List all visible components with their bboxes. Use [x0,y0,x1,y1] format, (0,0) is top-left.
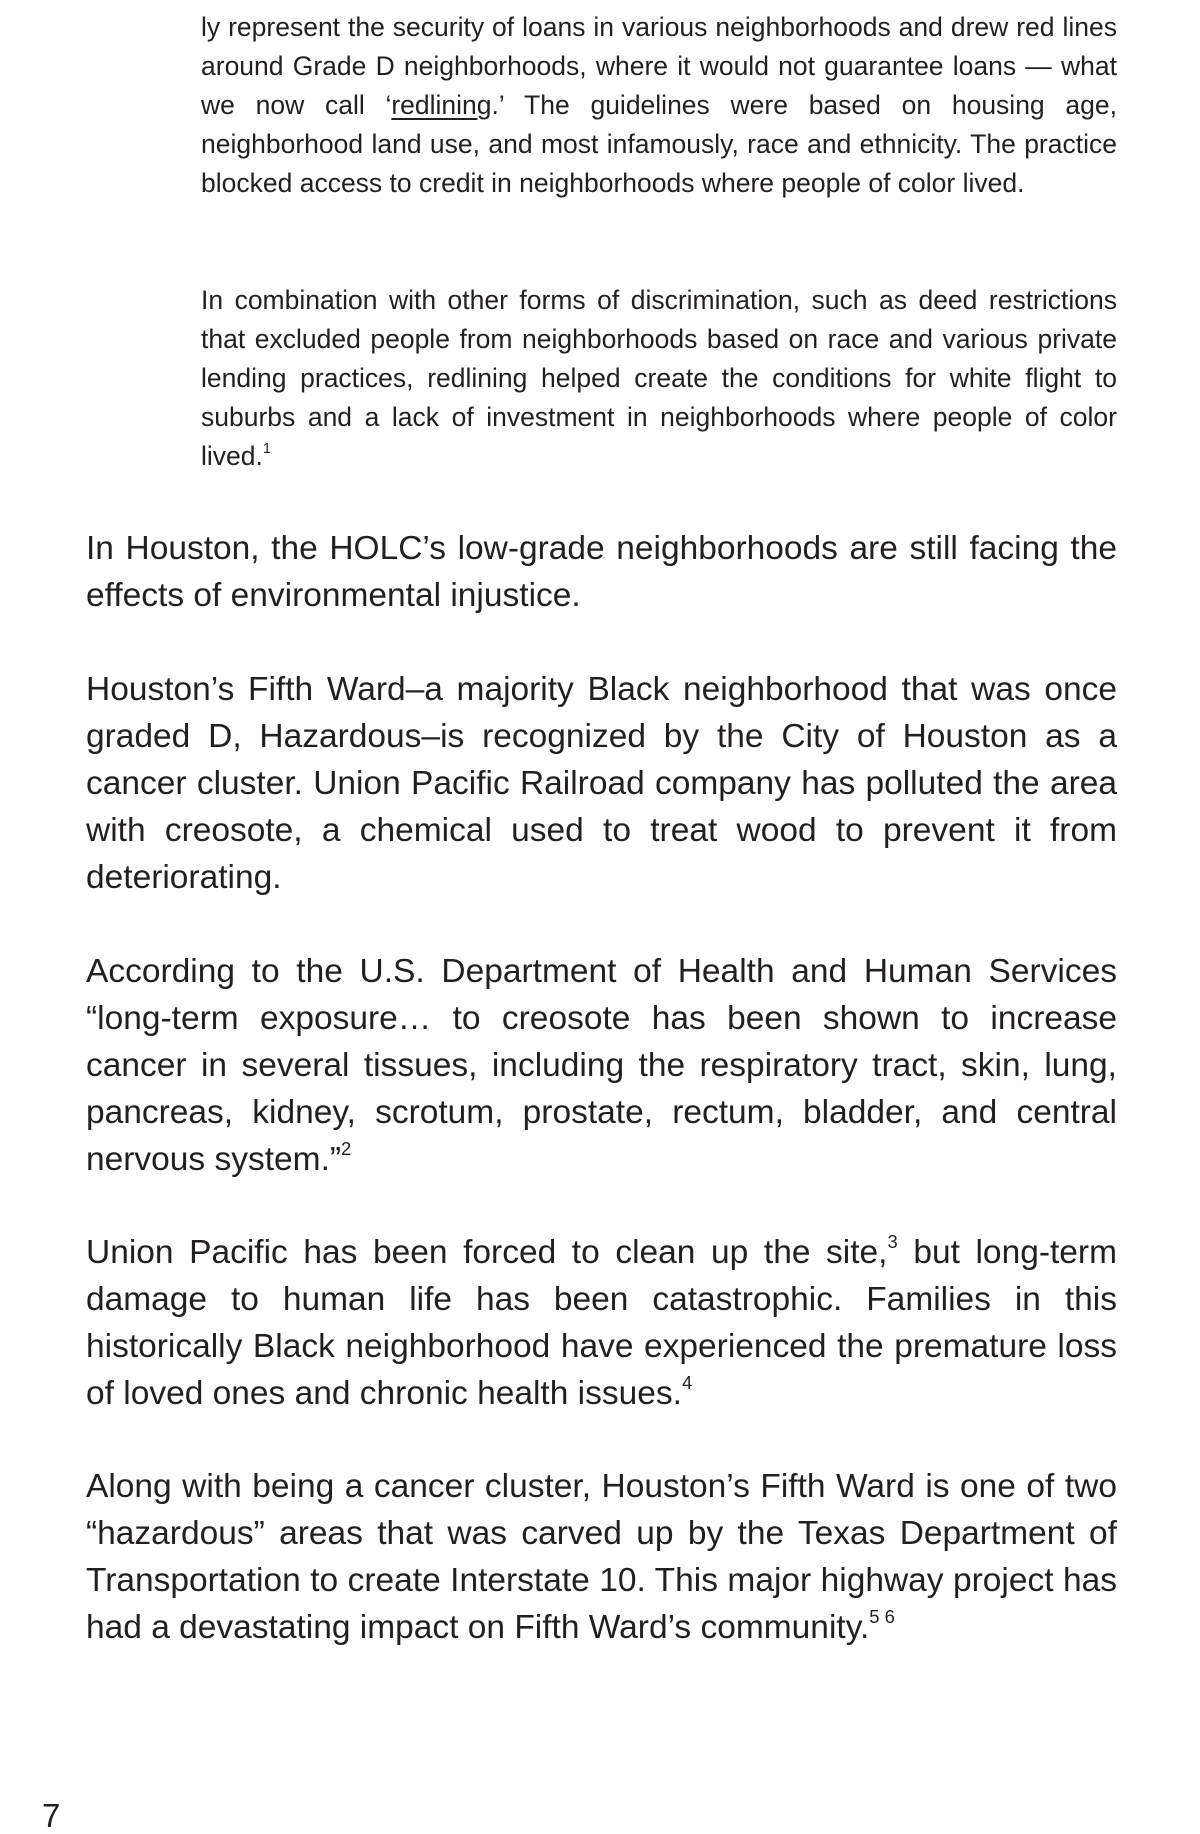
footnote-ref[interactable]: 3 [887,1231,898,1253]
body-paragraph-creosote [86,948,1117,1183]
page-number: 7 [42,1797,61,1834]
quote-text: In combination with other forms of discrimination, such as deed restrictions that excluded people from neighborhoods based on race and various private lending practices, redlining helped create the conditions for white flight to suburbs and a lack of investment in neighborhoods where people of color lived. [201,285,1117,471]
body-text: Along with being a cancer cluster, Houston’s Fifth Ward is one of two “hazardous” areas that was carved up by the Texas Department of Transportation to create Interstate 10. This major highway project has had a devastating impact on Fifth Ward’s community. [86,1468,1117,1646]
body-text: In Houston, the HOLC’s low-grade neighborhoods are still facing the effects of environmental injustice. [86,530,1117,614]
quote-paragraph-discrimination [201,281,1117,476]
body-text: but long-term damage to human life has been catastrophic. Families in this historically Black neighborhood have experienced the premature loss of loved ones and chronic health issues. [86,1234,1117,1412]
footnote-ref[interactable]: 4 [681,1372,693,1394]
body-paragraph-union-pacific [86,1229,1117,1417]
quote-text: .’ The guidelines were based on housing age, neighborhood land use, and most infamously, race and ethnicity. The practice blocked access to credit in neighborhoods where people of color lived. [201,90,1117,198]
body-text: Houston’s Fifth Ward–a majority Black neighborhood that was once graded D, Hazardous–is recognized by the City of Houston as a cancer cluster. Union Pacific Railroad company has polluted the area with creosote, a chemical used to treat wood to prevent it from deteriorating. [86,671,1117,896]
body-paragraph-fifth-ward [86,666,1117,901]
body-text: Union Pacific has been forced to clean up the site, [86,1234,888,1271]
body-paragraph-houston [86,525,1117,619]
body-paragraph-interstate [86,1463,1117,1651]
body-text: According to the U.S. Department of Health and Human Services “long-term exposure… to creosote has been shown to increase cancer in several tissues, including the respiratory tract, skin, lung, pancreas, kidney, scrotum, prostate, rectum, bladder, and central nervous system.” [86,953,1117,1178]
quote-text: ly represent the security of loans in various neighborhoods and drew red lines around Grade D neighborhoods, where it would not guarantee loans — what we now call ‘ [201,12,1117,120]
redlining-link[interactable]: redlining [391,90,492,120]
footnote-ref[interactable]: 1 [262,441,271,457]
footnote-ref[interactable]: 2 [341,1138,352,1160]
quote-paragraph-redlining [201,8,1117,203]
footnote-ref[interactable]: 5 6 [869,1606,895,1628]
